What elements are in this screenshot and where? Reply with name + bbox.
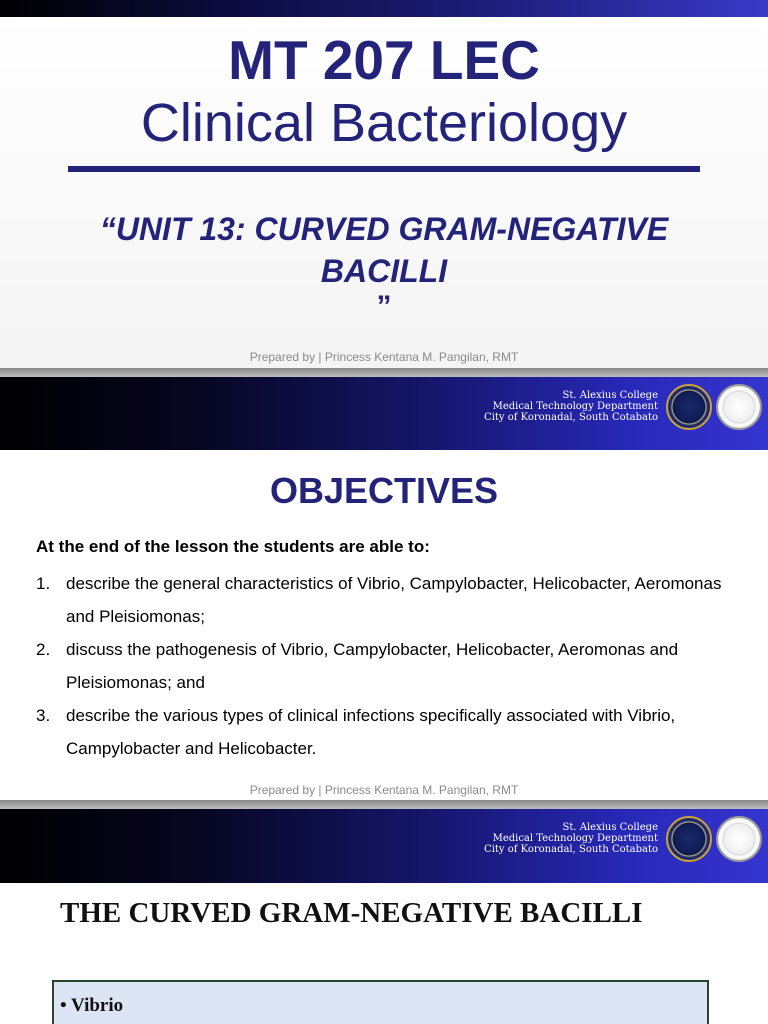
objectives-list: [36, 567, 746, 765]
department-name: Medical Technology Department: [492, 833, 658, 844]
list-item-number: 1.: [36, 574, 51, 593]
list-item: [36, 567, 746, 633]
bullet-item: • Vibrio: [60, 995, 124, 1016]
prepared-by-credit: Prepared by | Princess Kentana M. Pangilan, RMT: [249, 783, 519, 797]
department-seal-icon: [716, 384, 762, 430]
list-item: [36, 633, 746, 699]
title-divider: [68, 166, 700, 172]
school-name: St. Alexius College: [562, 390, 658, 401]
list-item-text: describe the general characteristics of Vibrio, Campylobacter, Helicobacter, Aeromonas and Pleisiomonas;: [66, 574, 722, 626]
banner-top-stripe: [0, 800, 768, 809]
list-item-number: 3.: [36, 706, 51, 725]
department-name: Medical Technology Department: [492, 401, 658, 412]
unit-title: “UNIT 13: CURVED GRAM-NEGATIVE BACILLI: [99, 211, 669, 289]
list-item-number: 2.: [36, 640, 51, 659]
list-item-text: discuss the pathogenesis of Vibrio, Campylobacter, Helicobacter, Aeromonas and Pleisiomonas; and: [66, 640, 679, 692]
course-code: MT 207 LEC: [228, 29, 540, 91]
list-item-text: describe the various types of clinical infections specifically associated with Vibrio, Campylobacter and Helicobacter.: [66, 706, 676, 758]
slide-title: THE CURVED GRAM-NEGATIVE BACILLI: [60, 897, 643, 929]
banner-top-stripe: [0, 368, 768, 377]
department-seal-icon: [716, 816, 762, 862]
banner-school-info: [484, 822, 658, 855]
top-gradient-bar: [0, 0, 768, 17]
footer-banner: [0, 800, 768, 883]
school-location: City of Koronadal, South Cotabato: [484, 412, 658, 423]
school-location: City of Koronadal, South Cotabato: [484, 844, 658, 855]
prepared-by-credit: Prepared by | Princess Kentana M. Pangilan, RMT: [249, 350, 519, 364]
banner-school-info: [484, 390, 658, 423]
objectives-heading: OBJECTIVES: [269, 470, 499, 511]
list-item: [36, 699, 746, 765]
college-seal-icon: [666, 816, 712, 862]
school-name: St. Alexius College: [562, 822, 658, 833]
content-box: [52, 980, 709, 1024]
college-seal-icon: [666, 384, 712, 430]
unit-title-closing-quote: ”: [376, 290, 392, 323]
objectives-lead: At the end of the lesson the students are able to:: [36, 537, 430, 556]
course-name: Clinical Bacteriology: [140, 93, 628, 153]
footer-banner: [0, 368, 768, 450]
